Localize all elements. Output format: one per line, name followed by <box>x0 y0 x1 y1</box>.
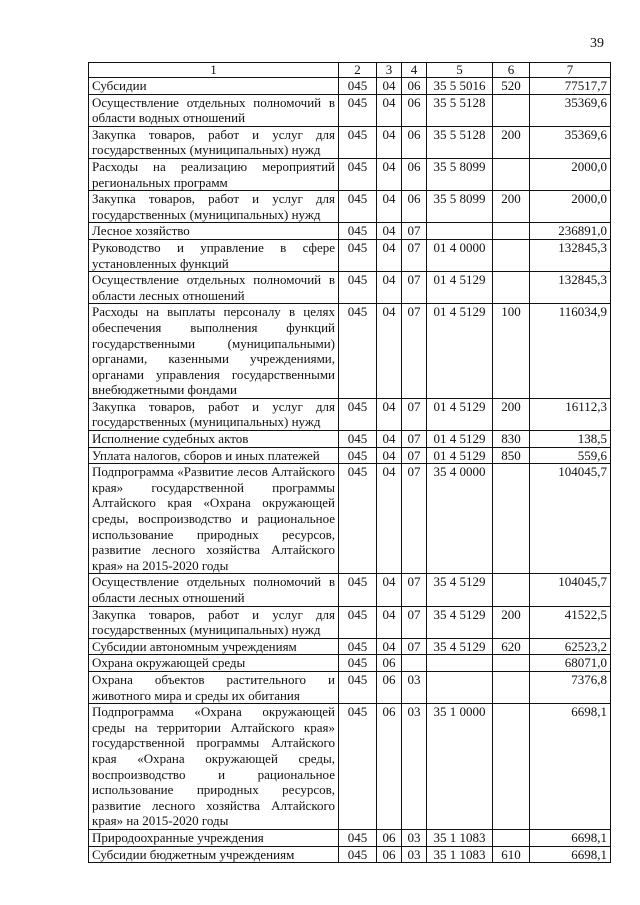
target-item-cell: 35 5 5128 <box>427 126 493 158</box>
row-name-cell: Осуществление отдельных полномочий в области лесных отношений <box>89 574 339 606</box>
subsection-code-cell: 07 <box>402 272 427 304</box>
section-code-cell: 06 <box>377 846 402 863</box>
subsection-code-cell: 07 <box>402 239 427 271</box>
subsection-code-cell: 03 <box>402 704 427 830</box>
table-row <box>89 829 611 846</box>
subsection-code-cell: 03 <box>402 846 427 863</box>
amount-cell: 6698,1 <box>530 829 611 846</box>
ministry-code-cell: 045 <box>339 304 377 399</box>
header-row <box>89 63 611 78</box>
row-name-cell: Охрана объектов растительного и животного мира и среды их обитания <box>89 671 339 703</box>
table-row <box>89 431 611 448</box>
target-item-cell: 01 4 0000 <box>427 239 493 271</box>
amount-cell: 132845,3 <box>530 239 611 271</box>
ministry-code-cell: 045 <box>339 398 377 430</box>
row-name-cell: Закупка товаров, работ и услуг для государственных (муниципальных) нужд <box>89 191 339 223</box>
row-name-cell: Субсидии <box>89 78 339 95</box>
row-name-cell: Природоохранные учреждения <box>89 829 339 846</box>
target-item-cell: 01 4 5129 <box>427 398 493 430</box>
section-code-cell: 04 <box>377 431 402 448</box>
table-row <box>89 126 611 158</box>
target-item-cell: 35 5 5128 <box>427 94 493 126</box>
target-item-cell: 35 1 1083 <box>427 846 493 863</box>
target-item-cell: 35 4 5129 <box>427 638 493 655</box>
column-header: 7 <box>530 63 611 78</box>
table-row <box>89 272 611 304</box>
subsection-code-cell: 07 <box>402 398 427 430</box>
subsection-code-cell: 06 <box>402 126 427 158</box>
amount-cell: 104045,7 <box>530 464 611 574</box>
row-name-cell: Расходы на выплаты персоналу в целях обеспечения выполнения функций государственными (муниципальными) органами, казенными учреждениями, органами управления государственными внебюджетными фондами <box>89 304 339 399</box>
amount-cell: 6698,1 <box>530 704 611 830</box>
amount-cell: 2000,0 <box>530 191 611 223</box>
column-header: 3 <box>377 63 402 78</box>
row-name-cell: Расходы на реализацию мероприятий региональных программ <box>89 158 339 190</box>
amount-cell: 41522,5 <box>530 606 611 638</box>
expense-type-cell: 520 <box>493 78 530 95</box>
row-name-cell: Осуществление отдельных полномочий в области водных отношений <box>89 94 339 126</box>
target-item-cell: 35 4 0000 <box>427 464 493 574</box>
column-header: 6 <box>493 63 530 78</box>
expense-type-cell <box>493 655 530 672</box>
column-header: 1 <box>89 63 339 78</box>
ministry-code-cell: 045 <box>339 239 377 271</box>
expense-type-cell: 610 <box>493 846 530 863</box>
expense-type-cell <box>493 464 530 574</box>
ministry-code-cell: 045 <box>339 638 377 655</box>
expense-type-cell: 850 <box>493 447 530 464</box>
section-code-cell: 06 <box>377 655 402 672</box>
expense-type-cell: 620 <box>493 638 530 655</box>
ministry-code-cell: 045 <box>339 829 377 846</box>
expense-type-cell: 200 <box>493 606 530 638</box>
amount-cell: 62523,2 <box>530 638 611 655</box>
ministry-code-cell: 045 <box>339 655 377 672</box>
row-name-cell: Закупка товаров, работ и услуг для государственных (муниципальных) нужд <box>89 126 339 158</box>
subsection-code-cell: 06 <box>402 191 427 223</box>
section-code-cell: 04 <box>377 638 402 655</box>
ministry-code-cell: 045 <box>339 94 377 126</box>
expense-type-cell <box>493 223 530 240</box>
table-row <box>89 638 611 655</box>
subsection-code-cell: 07 <box>402 574 427 606</box>
target-item-cell: 35 5 8099 <box>427 158 493 190</box>
amount-cell: 7376,8 <box>530 671 611 703</box>
amount-cell: 68071,0 <box>530 655 611 672</box>
table-row <box>89 447 611 464</box>
section-code-cell: 06 <box>377 704 402 830</box>
row-name-cell: Подпрограмма «Охрана окружающей среды на территории Алтайского края» государственной программы Алтайского края «Охрана окружающей среды, воспроизводство и рациональное использование природных ресурсов, развитие лесного хозяйства Алтайского края» на 2015-2020 годы <box>89 704 339 830</box>
ministry-code-cell: 045 <box>339 158 377 190</box>
expense-type-cell <box>493 671 530 703</box>
expense-type-cell: 200 <box>493 398 530 430</box>
table-row <box>89 94 611 126</box>
expense-type-cell: 200 <box>493 191 530 223</box>
target-item-cell: 01 4 5129 <box>427 447 493 464</box>
target-item-cell: 35 1 1083 <box>427 829 493 846</box>
ministry-code-cell: 045 <box>339 447 377 464</box>
amount-cell: 116034,9 <box>530 304 611 399</box>
table-row <box>89 239 611 271</box>
amount-cell: 2000,0 <box>530 158 611 190</box>
expense-type-cell <box>493 704 530 830</box>
amount-cell: 236891,0 <box>530 223 611 240</box>
table-row <box>89 464 611 574</box>
expense-type-cell <box>493 272 530 304</box>
ministry-code-cell: 045 <box>339 606 377 638</box>
ministry-code-cell: 045 <box>339 191 377 223</box>
section-code-cell: 04 <box>377 126 402 158</box>
amount-cell: 16112,3 <box>530 398 611 430</box>
column-header: 2 <box>339 63 377 78</box>
expense-type-cell <box>493 94 530 126</box>
budget-table <box>88 62 611 863</box>
ministry-code-cell: 045 <box>339 431 377 448</box>
amount-cell: 559,6 <box>530 447 611 464</box>
amount-cell: 104045,7 <box>530 574 611 606</box>
section-code-cell: 04 <box>377 223 402 240</box>
subsection-code-cell: 07 <box>402 638 427 655</box>
subsection-code-cell: 07 <box>402 606 427 638</box>
section-code-cell: 04 <box>377 606 402 638</box>
table-row <box>89 655 611 672</box>
amount-cell: 132845,3 <box>530 272 611 304</box>
section-code-cell: 06 <box>377 671 402 703</box>
section-code-cell: 04 <box>377 398 402 430</box>
section-code-cell: 04 <box>377 574 402 606</box>
subsection-code-cell: 03 <box>402 829 427 846</box>
section-code-cell: 04 <box>377 158 402 190</box>
section-code-cell: 04 <box>377 94 402 126</box>
table-row <box>89 671 611 703</box>
column-header: 5 <box>427 63 493 78</box>
ministry-code-cell: 045 <box>339 126 377 158</box>
section-code-cell: 04 <box>377 239 402 271</box>
subsection-code-cell: 06 <box>402 158 427 190</box>
table-row <box>89 158 611 190</box>
row-name-cell: Подпрограмма «Развитие лесов Алтайского края» государственной программы Алтайского края «Охрана окружающей среды, воспроизводство и рациональное использование природных ресурсов, развитие лесного хозяйства Алтайского края» на 2015-2020 годы <box>89 464 339 574</box>
ministry-code-cell: 045 <box>339 223 377 240</box>
target-item-cell: 01 4 5129 <box>427 304 493 399</box>
target-item-cell <box>427 671 493 703</box>
ministry-code-cell: 045 <box>339 846 377 863</box>
subsection-code-cell: 06 <box>402 78 427 95</box>
section-code-cell: 04 <box>377 78 402 95</box>
row-name-cell: Осуществление отдельных полномочий в области лесных отношений <box>89 272 339 304</box>
section-code-cell: 04 <box>377 272 402 304</box>
ministry-code-cell: 045 <box>339 464 377 574</box>
column-header: 4 <box>402 63 427 78</box>
target-item-cell: 35 5 8099 <box>427 191 493 223</box>
expense-type-cell <box>493 239 530 271</box>
amount-cell: 35369,6 <box>530 94 611 126</box>
amount-cell: 138,5 <box>530 431 611 448</box>
subsection-code-cell: 07 <box>402 447 427 464</box>
ministry-code-cell: 045 <box>339 704 377 830</box>
row-name-cell: Уплата налогов, сборов и иных платежей <box>89 447 339 464</box>
expense-type-cell: 830 <box>493 431 530 448</box>
table-row <box>89 574 611 606</box>
row-name-cell: Охрана окружающей среды <box>89 655 339 672</box>
expense-type-cell: 200 <box>493 126 530 158</box>
subsection-code-cell: 07 <box>402 304 427 399</box>
table-row <box>89 304 611 399</box>
expense-type-cell: 100 <box>493 304 530 399</box>
expense-type-cell <box>493 829 530 846</box>
target-item-cell: 35 1 0000 <box>427 704 493 830</box>
table-row <box>89 191 611 223</box>
target-item-cell <box>427 223 493 240</box>
subsection-code-cell: 07 <box>402 464 427 574</box>
target-item-cell <box>427 655 493 672</box>
page-number: 39 <box>590 36 604 51</box>
section-code-cell: 04 <box>377 447 402 464</box>
ministry-code-cell: 045 <box>339 78 377 95</box>
row-name-cell: Субсидии бюджетным учреждениям <box>89 846 339 863</box>
subsection-code-cell: 06 <box>402 94 427 126</box>
row-name-cell: Закупка товаров, работ и услуг для государственных (муниципальных) нужд <box>89 398 339 430</box>
row-name-cell: Исполнение судебных актов <box>89 431 339 448</box>
table-row <box>89 704 611 830</box>
section-code-cell: 04 <box>377 191 402 223</box>
table-row <box>89 606 611 638</box>
table-row <box>89 846 611 863</box>
expense-type-cell <box>493 574 530 606</box>
target-item-cell: 35 5 5016 <box>427 78 493 95</box>
expense-type-cell <box>493 158 530 190</box>
target-item-cell: 35 4 5129 <box>427 574 493 606</box>
ministry-code-cell: 045 <box>339 272 377 304</box>
subsection-code-cell <box>402 655 427 672</box>
table-row <box>89 78 611 95</box>
row-name-cell: Лесное хозяйство <box>89 223 339 240</box>
ministry-code-cell: 045 <box>339 671 377 703</box>
amount-cell: 35369,6 <box>530 126 611 158</box>
amount-cell: 6698,1 <box>530 846 611 863</box>
section-code-cell: 04 <box>377 304 402 399</box>
table-row <box>89 223 611 240</box>
row-name-cell: Субсидии автономным учреждениям <box>89 638 339 655</box>
section-code-cell: 06 <box>377 829 402 846</box>
ministry-code-cell: 045 <box>339 574 377 606</box>
target-item-cell: 01 4 5129 <box>427 431 493 448</box>
target-item-cell: 01 4 5129 <box>427 272 493 304</box>
subsection-code-cell: 07 <box>402 223 427 240</box>
target-item-cell: 35 4 5129 <box>427 606 493 638</box>
row-name-cell: Закупка товаров, работ и услуг для государственных (муниципальных) нужд <box>89 606 339 638</box>
row-name-cell: Руководство и управление в сфере установленных функций <box>89 239 339 271</box>
table-row <box>89 398 611 430</box>
subsection-code-cell: 03 <box>402 671 427 703</box>
section-code-cell: 04 <box>377 464 402 574</box>
subsection-code-cell: 07 <box>402 431 427 448</box>
amount-cell: 77517,7 <box>530 78 611 95</box>
